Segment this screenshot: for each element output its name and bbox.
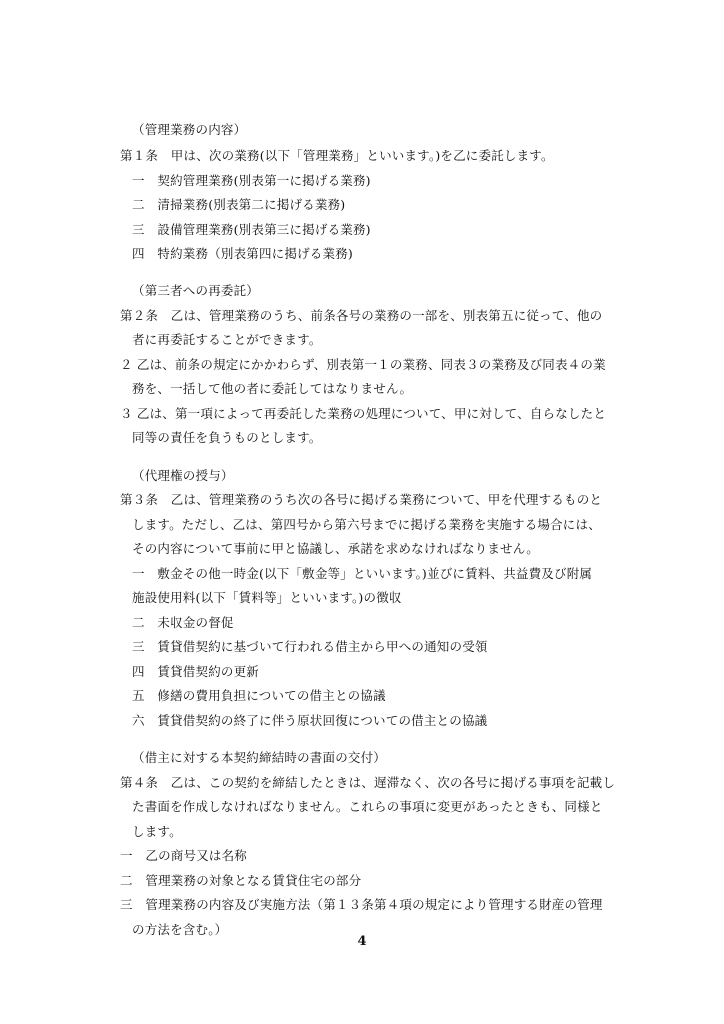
article-text: 第１条 甲は、次の業務(以下「管理業務」といいます。)を乙に委託します。 xyxy=(120,148,554,163)
list-item: 五 修繕の費用負担についての借主との協議 xyxy=(132,688,386,703)
list-item: 三 設備管理業務(別表第三に掲げる業務) xyxy=(132,222,371,237)
list-item: 一 契約管理業務(別表第一に掲げる業務) xyxy=(132,173,371,188)
article-text: します。 xyxy=(132,824,182,839)
list-item: 一 敷金その他一時金(以下「敷金等」といいます。)並びに賃料、共益費及び附属 xyxy=(132,566,593,581)
list-item: 二 未収金の督促 xyxy=(132,615,234,630)
list-item: 四 特約業務（別表第四に掲げる業務) xyxy=(132,246,353,261)
article-text: ２ 乙は、前条の規定にかかわらず、別表第一１の業務、同表３の業務及び同表４の業 xyxy=(120,357,606,372)
list-item: 六 賃貸借契約の終了に伴う原状回復についての借主との協議 xyxy=(132,713,488,728)
list-item: 二 清掃業務(別表第二に掲げる業務) xyxy=(132,197,346,212)
list-item: 施設使用料(以下「賃料等」といいます。)の徴収 xyxy=(132,590,402,605)
article-text: します。ただし、乙は、第四号から第六号までに掲げる業務を実施する場合には、 xyxy=(132,517,601,532)
article-text: 同等の責任を負うものとします。 xyxy=(132,430,322,445)
article-text: た書面を作成しなければなりません。これらの事項に変更があったときも、同様と xyxy=(132,799,603,814)
list-item: 三 管理業務の内容及び実施方法（第１３条第４項の規定により管理する財産の管理 xyxy=(120,897,603,912)
article-text: 第４条 乙は、この契約を締結したときは、遅滞なく、次の各号に掲げる事項を記載し xyxy=(120,775,616,790)
article-text: 第３条 乙は、管理業務のうち次の各号に掲げる業務について、甲を代理するものと xyxy=(120,492,603,507)
section-heading: （代理権の授与） xyxy=(132,468,234,483)
article-text: 者に再委託することができます。 xyxy=(132,332,322,347)
article-text: ３ 乙は、第一項によって再委託した業務の処理について、甲に対して、自らなしたと xyxy=(120,406,607,421)
article-text: 務を、一括して他の者に委託してはなりません。 xyxy=(132,381,413,396)
page-number: 4 xyxy=(357,934,367,949)
article-text: その内容について事前に甲と協議し、承諾を求めなければなりません。 xyxy=(132,541,539,556)
section-heading: （管理業務の内容） xyxy=(132,122,247,137)
list-item: 一 乙の商号又は名称 xyxy=(120,848,248,863)
section-heading: （借主に対する本契約締結時の書面の交付） xyxy=(132,750,387,765)
list-item: 二 管理業務の対象となる賃貸住宅の部分 xyxy=(120,873,362,888)
list-item: 四 賃貸借契約の更新 xyxy=(132,664,260,679)
list-item: の方法を含む。） xyxy=(132,922,228,937)
section-heading: （第三者への再委託） xyxy=(132,283,260,298)
article-text: 第２条 乙は、管理業務のうち、前条各号の業務の一部を、別表第五に従って、他の xyxy=(120,308,603,323)
list-item: 三 賃貸借契約に基づいて行われる借主から甲への通知の受領 xyxy=(132,639,488,654)
